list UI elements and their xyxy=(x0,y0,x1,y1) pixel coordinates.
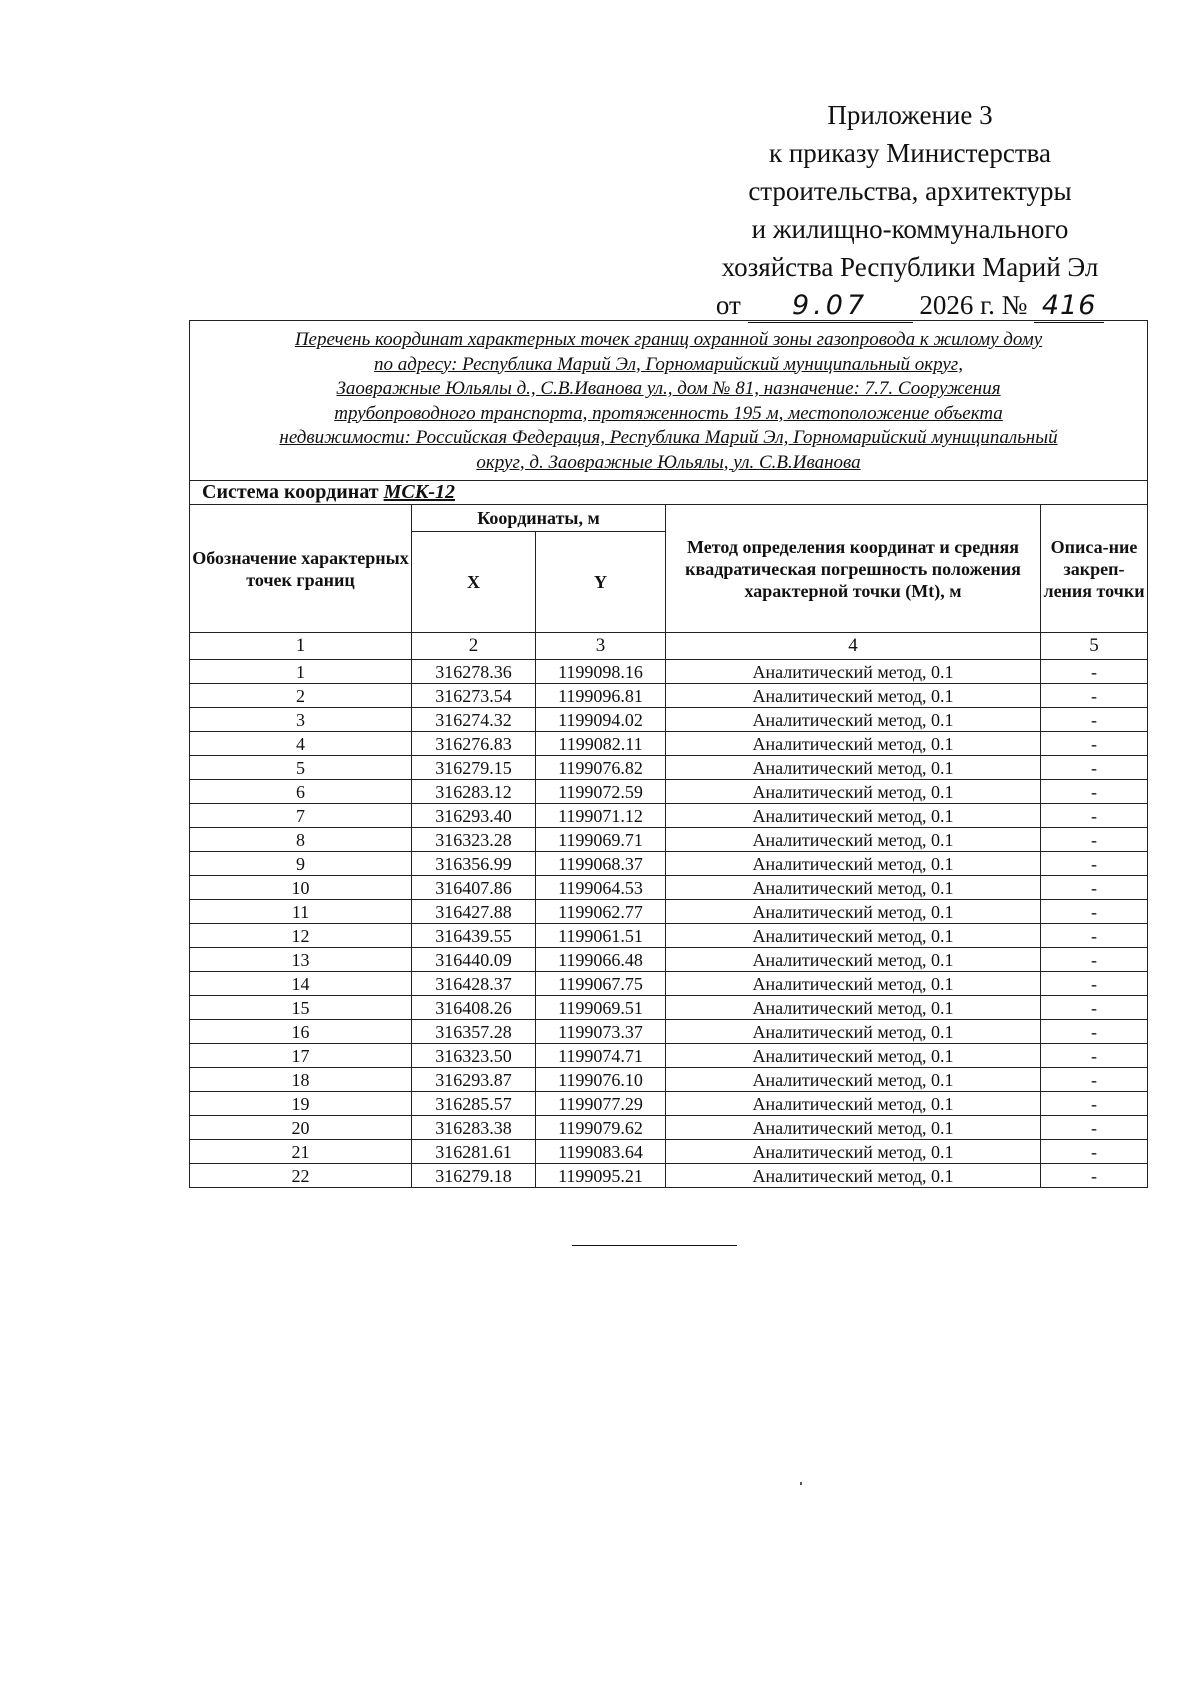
table-row xyxy=(190,660,1148,684)
caption-line: по адресу: Республика Марий Эл, Горномарийский муниципальный округ, xyxy=(374,353,963,375)
method-cell: Аналитический метод, 0.1 xyxy=(666,780,1041,804)
y-header: Y xyxy=(536,532,666,633)
description-cell: - xyxy=(1041,1164,1148,1188)
point-number-cell: 4 xyxy=(190,732,412,756)
point-number-cell: 13 xyxy=(190,948,412,972)
x-coordinate-cell: 316356.99 xyxy=(412,852,536,876)
y-coordinate-cell: 1199082.11 xyxy=(536,732,666,756)
table-row xyxy=(190,1068,1148,1092)
description-cell: - xyxy=(1041,828,1148,852)
method-cell: Аналитический метод, 0.1 xyxy=(666,852,1041,876)
method-cell: Аналитический метод, 0.1 xyxy=(666,828,1041,852)
point-number-cell: 11 xyxy=(190,900,412,924)
point-number-cell: 14 xyxy=(190,972,412,996)
column-number: 1 xyxy=(190,633,412,660)
point-number-cell: 19 xyxy=(190,1092,412,1116)
y-coordinate-cell: 1199072.59 xyxy=(536,780,666,804)
caption-line: Перечень координат характерных точек границ охранной зоны газопровода к жилому дому xyxy=(294,329,1043,350)
date-prefix: от xyxy=(715,290,741,320)
x-coordinate-cell: 316357.28 xyxy=(412,1020,536,1044)
point-number-cell: 8 xyxy=(190,828,412,852)
point-number-cell: 22 xyxy=(190,1164,412,1188)
description-cell: - xyxy=(1041,1092,1148,1116)
point-number-cell: 2 xyxy=(190,684,412,708)
x-coordinate-cell: 316283.12 xyxy=(412,780,536,804)
y-coordinate-cell: 1199077.29 xyxy=(536,1092,666,1116)
point-number-cell: 20 xyxy=(190,1116,412,1140)
table-row xyxy=(190,900,1148,924)
x-coordinate-cell: 316293.87 xyxy=(412,1068,536,1092)
x-coordinate-cell: 316273.54 xyxy=(412,684,536,708)
method-cell: Аналитический метод, 0.1 xyxy=(666,708,1041,732)
description-cell: - xyxy=(1041,1068,1148,1092)
y-coordinate-cell: 1199066.48 xyxy=(536,948,666,972)
description-cell: - xyxy=(1041,996,1148,1020)
y-coordinate-cell: 1199096.81 xyxy=(536,684,666,708)
y-coordinate-cell: 1199074.71 xyxy=(536,1044,666,1068)
method-cell: Аналитический метод, 0.1 xyxy=(666,948,1041,972)
point-number-cell: 9 xyxy=(190,852,412,876)
point-number-cell: 6 xyxy=(190,780,412,804)
order-reference-line: к приказу Министерства xyxy=(768,138,1052,168)
table-row xyxy=(190,1140,1148,1164)
y-coordinate-cell: 1199079.62 xyxy=(536,1116,666,1140)
y-coordinate-cell: 1199062.77 xyxy=(536,900,666,924)
x-coordinate-cell: 316428.37 xyxy=(412,972,536,996)
table-caption xyxy=(190,321,1148,481)
y-coordinate-cell: 1199068.37 xyxy=(536,852,666,876)
table-row xyxy=(190,948,1148,972)
coordinate-system-label: Система координат xyxy=(202,481,379,503)
method-cell: Аналитический метод, 0.1 xyxy=(666,660,1041,684)
table-row xyxy=(190,828,1148,852)
point-number-cell: 5 xyxy=(190,756,412,780)
point-number-cell: 1 xyxy=(190,660,412,684)
x-coordinate-cell: 316440.09 xyxy=(412,948,536,972)
method-header: Метод определения координат и средняя квадратическая погрешность положения характерной точки (Mt), м xyxy=(666,505,1041,633)
table-row xyxy=(190,996,1148,1020)
point-number-cell: 7 xyxy=(190,804,412,828)
y-coordinate-cell: 1199069.51 xyxy=(536,996,666,1020)
point-number-cell: 12 xyxy=(190,924,412,948)
y-coordinate-cell: 1199073.37 xyxy=(536,1020,666,1044)
x-coordinate-cell: 316276.83 xyxy=(412,732,536,756)
method-cell: Аналитический метод, 0.1 xyxy=(666,756,1041,780)
x-coordinate-cell: 316285.57 xyxy=(412,1092,536,1116)
description-cell: - xyxy=(1041,684,1148,708)
coordinates-header: Координаты, м xyxy=(412,505,666,532)
point-number-cell: 10 xyxy=(190,876,412,900)
description-cell: - xyxy=(1041,1020,1148,1044)
description-cell: - xyxy=(1041,732,1148,756)
designation-header: Обозначение характерных точек границ xyxy=(190,505,412,633)
method-cell: Аналитический метод, 0.1 xyxy=(666,684,1041,708)
order-date-line xyxy=(690,286,1130,324)
y-coordinate-cell: 1199071.12 xyxy=(536,804,666,828)
description-cell: - xyxy=(1041,876,1148,900)
ministry-line-2: и жилищно-коммунального xyxy=(751,214,1069,244)
x-coordinate-cell: 316439.55 xyxy=(412,924,536,948)
table-row xyxy=(190,972,1148,996)
x-header: X xyxy=(412,532,536,633)
coordinate-system-row xyxy=(190,481,1148,505)
method-cell: Аналитический метод, 0.1 xyxy=(666,972,1041,996)
caption-line: Заовражные Юльялы д., С.В.Иванова ул., дом № 81, назначение: 7.7. Сооружения xyxy=(336,378,1001,399)
y-coordinate-cell: 1199061.51 xyxy=(536,924,666,948)
y-coordinate-cell: 1199076.82 xyxy=(536,756,666,780)
description-cell: - xyxy=(1041,1116,1148,1140)
caption-line: трубопроводного транспорта, протяженность 195 м, местоположение объекта xyxy=(334,402,1003,424)
table-row xyxy=(190,780,1148,804)
y-coordinate-cell: 1199098.16 xyxy=(536,660,666,684)
x-coordinate-cell: 316279.15 xyxy=(412,756,536,780)
x-coordinate-cell: 316281.61 xyxy=(412,1140,536,1164)
description-cell: - xyxy=(1041,804,1148,828)
column-number-row xyxy=(190,633,1148,660)
coordinate-system-value: МСК-12 xyxy=(383,481,455,503)
x-coordinate-cell: 316408.26 xyxy=(412,996,536,1020)
y-coordinate-cell: 1199067.75 xyxy=(536,972,666,996)
x-coordinate-cell: 316323.28 xyxy=(412,828,536,852)
table-row xyxy=(190,804,1148,828)
table-row xyxy=(190,924,1148,948)
description-cell: - xyxy=(1041,852,1148,876)
x-coordinate-cell: 316407.86 xyxy=(412,876,536,900)
method-cell: Аналитический метод, 0.1 xyxy=(666,900,1041,924)
y-coordinate-cell: 1199083.64 xyxy=(536,1140,666,1164)
table-body xyxy=(190,660,1148,1188)
point-number-cell: 3 xyxy=(190,708,412,732)
method-cell: Аналитический метод, 0.1 xyxy=(666,924,1041,948)
method-cell: Аналитический метод, 0.1 xyxy=(666,1140,1041,1164)
point-number-cell: 17 xyxy=(190,1044,412,1068)
description-cell: - xyxy=(1041,924,1148,948)
handwritten-order-number: 416 xyxy=(1034,290,1104,323)
description-cell: - xyxy=(1041,948,1148,972)
coordinates-table xyxy=(189,320,1148,1188)
table-row xyxy=(190,708,1148,732)
point-number-cell: 16 xyxy=(190,1020,412,1044)
x-coordinate-cell: 316283.38 xyxy=(412,1116,536,1140)
appendix-number: Приложение 3 xyxy=(827,100,993,130)
method-cell: Аналитический метод, 0.1 xyxy=(666,996,1041,1020)
appendix-header xyxy=(690,96,1130,324)
method-cell: Аналитический метод, 0.1 xyxy=(666,876,1041,900)
description-cell: - xyxy=(1041,708,1148,732)
scan-speck xyxy=(800,1482,802,1485)
y-coordinate-cell: 1199095.21 xyxy=(536,1164,666,1188)
ministry-line-3: хозяйства Республики Марий Эл xyxy=(721,252,1099,282)
column-number: 2 xyxy=(412,633,536,660)
description-cell: - xyxy=(1041,1044,1148,1068)
description-cell: - xyxy=(1041,972,1148,996)
column-number: 4 xyxy=(666,633,1041,660)
method-cell: Аналитический метод, 0.1 xyxy=(666,804,1041,828)
description-cell: - xyxy=(1041,780,1148,804)
point-number-cell: 15 xyxy=(190,996,412,1020)
y-coordinate-cell: 1199069.71 xyxy=(536,828,666,852)
method-cell: Аналитический метод, 0.1 xyxy=(666,1020,1041,1044)
table-row xyxy=(190,684,1148,708)
method-cell: Аналитический метод, 0.1 xyxy=(666,1044,1041,1068)
column-number: 3 xyxy=(536,633,666,660)
x-coordinate-cell: 316427.88 xyxy=(412,900,536,924)
y-coordinate-cell: 1199064.53 xyxy=(536,876,666,900)
x-coordinate-cell: 316293.40 xyxy=(412,804,536,828)
description-cell: - xyxy=(1041,1140,1148,1164)
ministry-line-1: строительства, архитектуры xyxy=(748,176,1072,206)
closing-rule xyxy=(572,1245,737,1246)
caption-line: округ, д. Заовражные Юльялы, ул. С.В.Иванова xyxy=(476,451,861,473)
table-row xyxy=(190,1020,1148,1044)
handwritten-date: 9.07 xyxy=(748,290,913,323)
table-row xyxy=(190,756,1148,780)
method-cell: Аналитический метод, 0.1 xyxy=(666,1092,1041,1116)
year-and-number-label: 2026 г. № xyxy=(919,290,1028,320)
method-cell: Аналитический метод, 0.1 xyxy=(666,1068,1041,1092)
method-cell: Аналитический метод, 0.1 xyxy=(666,1116,1041,1140)
description-cell: - xyxy=(1041,660,1148,684)
table-row xyxy=(190,732,1148,756)
table-row xyxy=(190,876,1148,900)
x-coordinate-cell: 316274.32 xyxy=(412,708,536,732)
point-number-cell: 18 xyxy=(190,1068,412,1092)
x-coordinate-cell: 316323.50 xyxy=(412,1044,536,1068)
description-header: Описа-ние закреп-ления точки xyxy=(1041,505,1148,633)
table-row xyxy=(190,1092,1148,1116)
y-coordinate-cell: 1199094.02 xyxy=(536,708,666,732)
method-cell: Аналитический метод, 0.1 xyxy=(666,1164,1041,1188)
table-row xyxy=(190,1116,1148,1140)
table-row xyxy=(190,1044,1148,1068)
caption-line: недвижимости: Российская Федерация, Республика Марий Эл, Горномарийский муниципальный xyxy=(279,427,1058,448)
description-cell: - xyxy=(1041,756,1148,780)
point-number-cell: 21 xyxy=(190,1140,412,1164)
table-row xyxy=(190,852,1148,876)
description-cell: - xyxy=(1041,900,1148,924)
y-coordinate-cell: 1199076.10 xyxy=(536,1068,666,1092)
column-number: 5 xyxy=(1041,633,1148,660)
table-row xyxy=(190,1164,1148,1188)
method-cell: Аналитический метод, 0.1 xyxy=(666,732,1041,756)
x-coordinate-cell: 316279.18 xyxy=(412,1164,536,1188)
x-coordinate-cell: 316278.36 xyxy=(412,660,536,684)
